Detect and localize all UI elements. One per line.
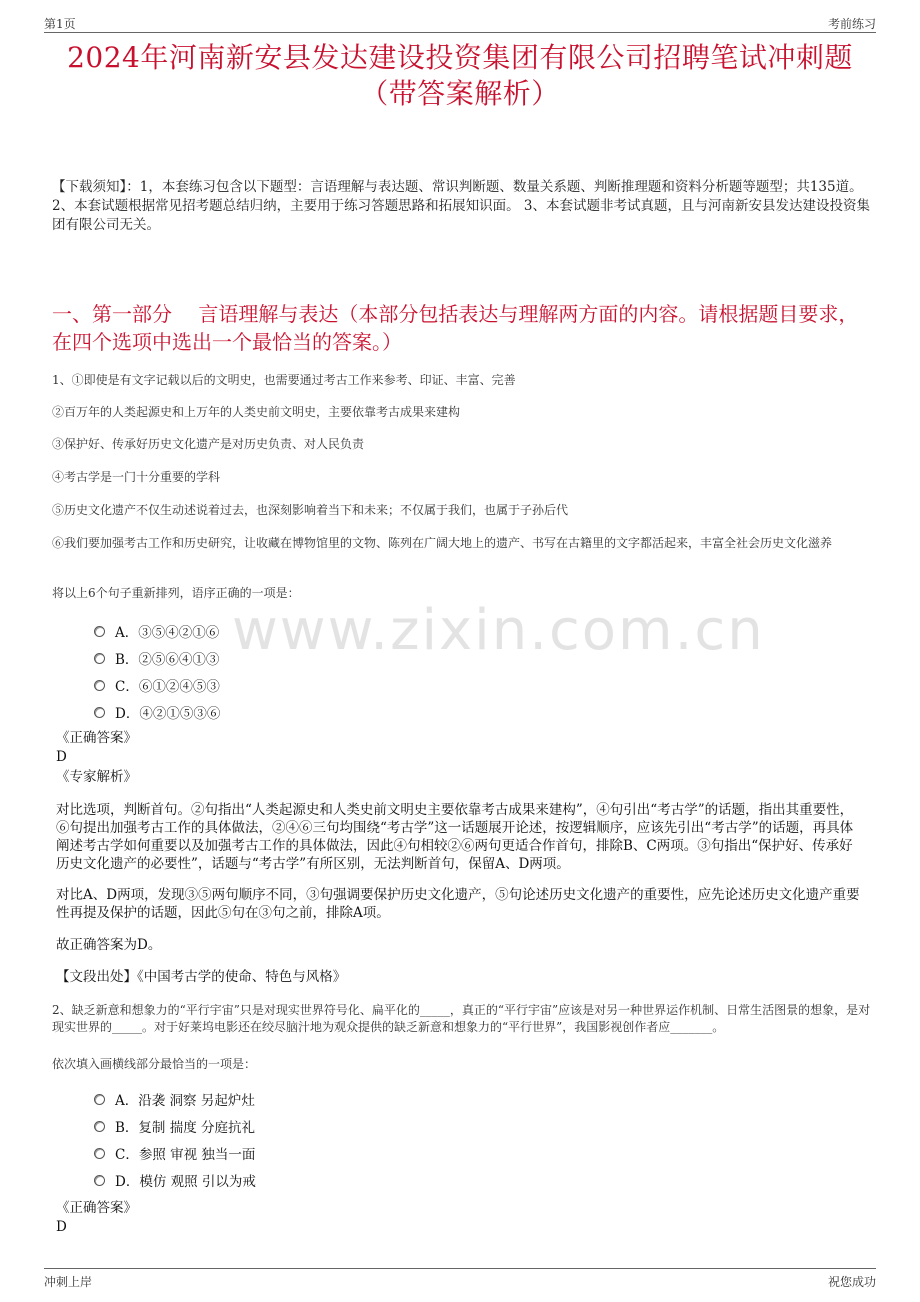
download-notice: 【下载须知】：1，本套练习包含以下题型：言语理解与表达题、常识判断题、数量关系题、判断推理题和资料分析题等题型；共135道。 2、本套试题根据常见招考题总结归纳，主要用于练习答题思路和拓展知识面。 3、本套试题非考试真题，且与河南新安县发达建设投资集团有限公司无关。 (52, 179, 870, 233)
q1-sentence-5: ⑤历史文化遗产不仅生动述说着过去，也深刻影响着当下和未来；不仅属于我们，也属于子孙后代 (52, 503, 569, 517)
option-label: D．模仿 观照 引以为戒 (115, 1174, 256, 1190)
q2-option-a[interactable] (94, 1089, 255, 1109)
radio-icon[interactable] (94, 626, 105, 637)
title-line-1: 2024年河南新安县发达建设投资集团有限公司招聘笔试冲刺题 (67, 41, 853, 74)
header-right-label: 考前练习 (827, 17, 876, 31)
q1-sentence-4: ④考古学是一门十分重要的学科 (52, 470, 221, 484)
q2-option-b[interactable] (94, 1116, 255, 1136)
q1-option-b[interactable] (94, 648, 219, 668)
option-label: B．②⑤⑥④①③ (115, 652, 220, 668)
q1-analysis-label: 《专家解析》 (56, 769, 137, 785)
section-title: 一、第一部分 言语理解与表达（本部分包括表达与理解两方面的内容。请根据题目要求，在四个选项中选出一个最恰当的答案。） (52, 302, 859, 354)
page-number: 第1页 (44, 17, 76, 31)
document-title (40, 40, 880, 112)
option-label: A．③⑤④②①⑥ (115, 625, 220, 641)
option-label: C．⑥①②④⑤③ (115, 679, 220, 695)
q1-option-a[interactable] (94, 621, 219, 641)
q1-analysis-paragraph-2: 对比A、D两项，发现③⑤两句顺序不同，③句强调要保护历史文化遗产，⑤句论述历史文化遗产的重要性，应先论述历史文化遗产重要性再提及保护的话题，因此⑤句在③句之前，排除A项。 (56, 887, 860, 921)
q1-answer: D (56, 749, 67, 765)
option-label: D．④②①⑤③⑥ (115, 706, 221, 722)
radio-icon[interactable] (94, 1175, 105, 1186)
q2-option-d[interactable] (94, 1170, 256, 1190)
page-header (44, 12, 876, 33)
watermark: www.zixin.com.cn (232, 598, 765, 663)
q1-analysis-paragraph-1: 对比选项，判断首句。②句指出“人类起源史和人类史前文明史主要依靠考古成果来建构”，④句引出“考古学”的话题，指出其重要性，⑥句提出加强考古工作的具体做法，②④⑥三句均围绕“考古学”这一话题展开论述，按逻辑顺序，应该先引出“考古学”的话题，再具体阐述考古学如何重要以及加强考古工作的具体做法，因此④句相较②⑥两句更适合作首句，排除B、C两项。③句指出“保护好、传承好历史文化遗产的必要性”，话题与“考古学”有所区别，无法判断首句，保留A、D两项。 (56, 802, 854, 872)
page-footer (44, 1268, 876, 1289)
title-line-2: （带答案解析） (360, 77, 560, 110)
radio-icon[interactable] (94, 1148, 105, 1159)
radio-icon[interactable] (94, 680, 105, 691)
q1-sentence-3: ③保护好、传承好历史文化遗产是对历史负责、对人民负责 (52, 437, 365, 451)
q1-source: 【文段出处】《中国考古学的使命、特色与风格》 (56, 969, 347, 985)
q2-answer: D (56, 1219, 67, 1235)
radio-icon[interactable] (94, 1121, 105, 1132)
q1-option-d[interactable] (94, 702, 220, 722)
radio-icon[interactable] (94, 653, 105, 664)
q2-prompt: 依次填入画横线部分最恰当的一项是： (52, 1057, 257, 1071)
option-label: C．参照 审视 独当一面 (115, 1147, 256, 1163)
q1-sentence-2: ②百万年的人类起源史和上万年的人类史前文明史，主要依靠考古成果来建构 (52, 405, 461, 419)
footer-left-label: 冲刺上岸 (44, 1275, 93, 1289)
q1-option-c[interactable] (94, 675, 220, 695)
option-label: A．沿袭 洞察 另起炉灶 (115, 1093, 255, 1109)
q1-prompt: 将以上6个句子重新排列，语序正确的一项是： (52, 586, 300, 600)
q2-answer-label: 《正确答案》 (56, 1200, 137, 1216)
q1-sentence-6: ⑥我们要加强考古工作和历史研究，让收藏在博物馆里的文物、陈列在广阔大地上的遗产、书写在古籍里的文字都活起来，丰富全社会历史文化滋养 (52, 536, 833, 550)
footer-right-label: 祝您成功 (827, 1275, 876, 1289)
option-label: B．复制 揣度 分庭抗礼 (115, 1120, 256, 1136)
q2-stem: 2、缺乏新意和想象力的“平行宇宙”只是对现实世界符号化、扁平化的_____，真正的“平行宇宙”应该是对另一种世界运作机制、日常生活图景的想象，是对现实世界的_____。对于好莱坞电影还在绞尽脑汁地为观众提供的缺乏新意和想象力的“平行世界”，我国影视创作者应_______。 (52, 1003, 871, 1034)
radio-icon[interactable] (94, 707, 105, 718)
q1-analysis-paragraph-3: 故正确答案为D。 (56, 937, 162, 953)
radio-icon[interactable] (94, 1094, 105, 1105)
q1-sentence-1: 1、①即使是有文字记载以后的文明史，也需要通过考古工作来参考、印证、丰富、完善 (52, 373, 516, 387)
q2-option-c[interactable] (94, 1143, 255, 1163)
q1-answer-label: 《正确答案》 (56, 730, 137, 746)
